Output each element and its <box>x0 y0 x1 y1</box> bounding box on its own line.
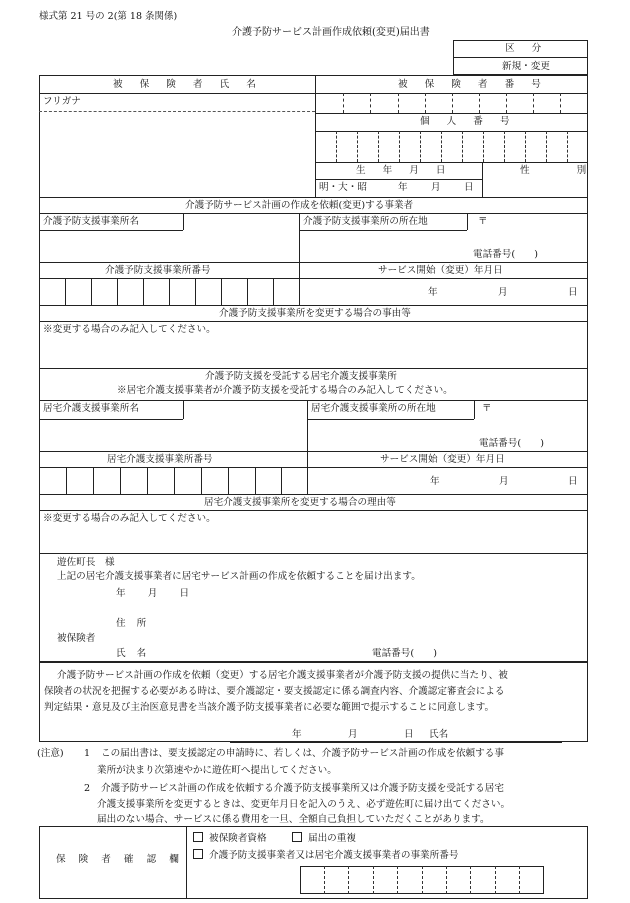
section2-phone[interactable]: 電話番号( ) <box>479 438 545 449</box>
personal-number-label: 個 人 番 号 <box>420 116 517 127</box>
consent-line1: 介護予防サービス計画の作成を依頼（変更）する居宅介護支援事業者が介護予防支援の提供に当たり、被 <box>57 670 508 681</box>
consent-day: 日 <box>404 729 414 740</box>
section2-title: 介護予防支援を受託する居宅介護支援事業所 <box>205 371 397 382</box>
consent-name-label: 氏名 <box>429 729 449 740</box>
check-duplicate-filing-label: 届出の重複 <box>308 833 356 844</box>
notes-label: (注意) <box>37 748 64 759</box>
section2-subtitle: ※居宅介護支援事業者が介護予防支援を受託する場合のみ記入してください。 <box>117 385 453 396</box>
note2-line1: 介護予防サービス計画の作成を依頼する介護予防支援事業所又は介護予防支援を受託する居宅 <box>101 783 504 794</box>
form-number: 様式第 21 号の 2(第 18 条関係) <box>39 11 178 22</box>
section2-year: 年 <box>430 476 440 487</box>
section1-service-start-label: サービス開始（変更）年月日 <box>378 265 503 276</box>
reason2-title: 居宅介護支援事業所を変更する場合の理由等 <box>204 497 396 508</box>
check-duplicate-filing[interactable] <box>292 832 356 844</box>
section2-postal: 〒 <box>482 403 492 414</box>
check-office-number[interactable] <box>193 849 458 861</box>
category-value[interactable]: 新規・変更 <box>502 61 550 72</box>
furigana-label: フリガナ <box>43 96 81 107</box>
section1-office-name-label: 介護予防支援事業所名 <box>43 216 139 227</box>
section2-day: 日 <box>568 476 578 487</box>
reason1-title: 介護予防支援事業所を変更する場合の事由等 <box>219 308 411 319</box>
insured-number-label: 被 保 険 者 番 号 <box>398 79 548 90</box>
birth-year: 年 <box>398 182 408 193</box>
reason2-note: ※変更する場合のみ記入してください。 <box>43 513 216 524</box>
check-insured-qualification-label: 被保険者資格 <box>209 833 267 844</box>
gender-label: 性 別 <box>520 165 609 176</box>
section2-service-start-label: サービス開始（変更）年月日 <box>380 454 505 465</box>
checkbox-icon[interactable] <box>193 849 203 859</box>
checkbox-icon[interactable] <box>292 832 302 842</box>
submission-phone[interactable]: 電話番号( ) <box>372 648 438 659</box>
section1-postal: 〒 <box>478 216 488 227</box>
section2-month: 月 <box>499 476 509 487</box>
submission-statement: 上記の居宅介護支援事業者に居宅サービス計画の作成を依頼することを届け出ます。 <box>57 571 421 582</box>
check-insured-qualification[interactable] <box>193 832 267 844</box>
consent-line3: 判定結果・意見及び主治医意見書を当該介護予防支援事業者に必要な範囲で提示することに同意します。 <box>44 702 495 713</box>
section1-month: 月 <box>498 287 508 298</box>
insured-label: 被保険者 <box>57 633 96 644</box>
addressee: 遊佐町長 様 <box>57 557 115 568</box>
consent-year: 年 <box>292 729 302 740</box>
birth-month: 月 <box>431 182 441 193</box>
birth-date-label: 生 年 月 日 <box>356 165 453 176</box>
note2-number: 2 <box>84 783 91 794</box>
consent-signature-line[interactable] <box>230 742 562 743</box>
section1-day: 日 <box>568 287 578 298</box>
section1-office-number-label: 介護予防支援事業所番号 <box>105 265 211 276</box>
section2-office-number-label: 居宅介護支援事業所番号 <box>107 454 213 465</box>
birth-era[interactable]: 明・大・昭 <box>319 182 367 193</box>
name-label: 氏 名 <box>116 648 151 659</box>
birth-day: 日 <box>464 182 474 193</box>
section2-office-location-label: 居宅介護支援事業所の所在地 <box>311 403 436 414</box>
checkbox-icon[interactable] <box>193 832 203 842</box>
reason1-note: ※変更する場合のみ記入してください。 <box>43 324 216 335</box>
address-label: 住 所 <box>116 618 151 629</box>
note2-line2: 介護支援事業所を変更するときは、変更年月日を記入のうえ、必ず遊佐町に届け出てください。 <box>97 799 511 810</box>
consent-line2: 保険者の状況を把握する必要がある時は、要介護認定・要支援認定に係る調査内容、介護認定審査会による <box>44 686 505 697</box>
category-label: 区 分 <box>505 43 549 54</box>
check-office-number-label: 介護予防支援事業者又は居宅介護支援事業者の事業所番号 <box>209 850 459 861</box>
insurer-confirmation-label: 保 険 者 確 認 欄 <box>56 854 184 865</box>
note1-number: 1 <box>84 748 91 759</box>
submission-date[interactable]: 年 月 日 <box>116 588 191 599</box>
section1-phone[interactable]: 電話番号( ) <box>473 249 539 260</box>
section1-year: 年 <box>428 287 438 298</box>
note2-line3: 届出のない場合、サービスに係る費用を一旦、全額自己負担していただくことがあります。 <box>97 814 490 825</box>
section1-office-location-label: 介護予防支援事業所の所在地 <box>303 216 428 227</box>
note1-line2: 業所が決まり次第速やかに遊佐町へ提出してください。 <box>97 765 337 776</box>
note1-line1: この届出書は、要支援認定の申請時に、若しくは、介護予防サービス計画の作成を依頼する事 <box>101 748 504 759</box>
consent-month: 月 <box>348 729 358 740</box>
section1-title: 介護予防サービス計画の作成を依頼(変更)する事業者 <box>185 200 414 211</box>
section2-office-name-label: 居宅介護支援事業所名 <box>43 403 139 414</box>
insured-name-field[interactable] <box>40 112 314 196</box>
insured-name-label: 被 保 険 者 氏 名 <box>113 79 263 90</box>
form-title: 介護予防サービス計画作成依頼(変更)届出書 <box>232 27 430 38</box>
